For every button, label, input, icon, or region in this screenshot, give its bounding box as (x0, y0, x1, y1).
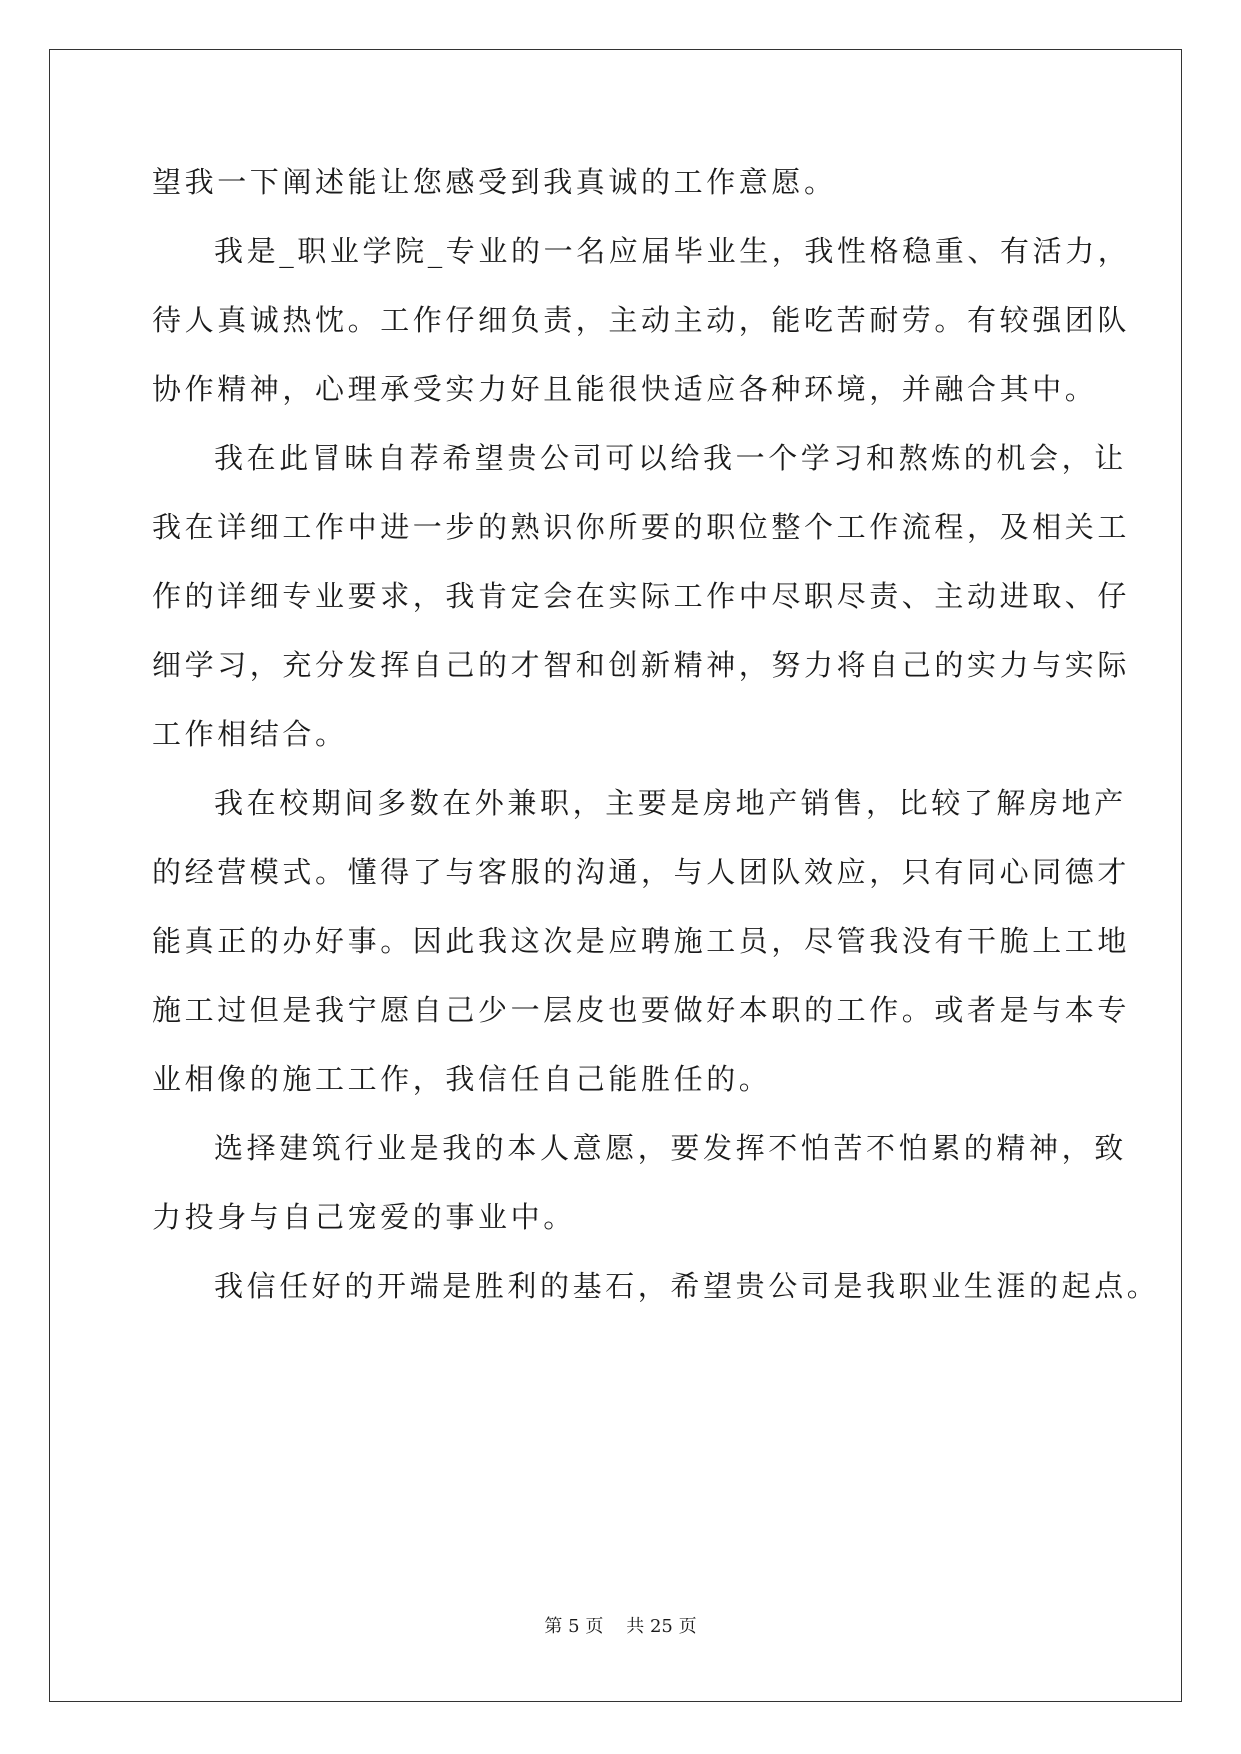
text-line: 作的详细专业要求，我肯定会在实际工作中尽职尽责、主动进取、仔 (152, 579, 1131, 613)
text-line: 细学习，充分发挥自己的才智和创新精神，努力将自己的实力与实际 (152, 648, 1131, 682)
text-line: 我在详细工作中进一步的熟识你所要的职位整个工作流程，及相关工 (152, 510, 1131, 544)
text-line: 待人真诚热忱。工作仔细负责，主动主动，能吃苦耐劳。有较强团队 (152, 303, 1131, 337)
page-footer (0, 1612, 1241, 1638)
text-line: 工作相结合。 (152, 717, 348, 751)
text-line: 力投身与自己宠爱的事业中。 (152, 1200, 576, 1234)
text-line: 我是_职业学院_专业的一名应届毕业生，我性格稳重、有活力， (214, 234, 1131, 268)
page-total: 共 25 页 (626, 1616, 697, 1637)
text-line: 我在校期间多数在外兼职，主要是房地产销售，比较了解房地产 (214, 786, 1127, 820)
text-line: 的经营模式。懂得了与客服的沟通，与人团队效应，只有同心同德才 (152, 855, 1131, 889)
text-line: 施工过但是我宁愿自己少一层皮也要做好本职的工作。或者是与本专 (152, 993, 1131, 1027)
text-line: 协作精神，心理承受实力好且能很快适应各种环境，并融合其中。 (152, 372, 1098, 406)
text-line: 能真正的办好事。因此我这次是应聘施工员，尽管我没有干脆上工地 (152, 924, 1131, 958)
page-number: 第 5 页 (544, 1616, 604, 1637)
text-line: 业相像的施工工作，我信任自己能胜任的。 (152, 1062, 772, 1096)
text-line: 望我一下阐述能让您感受到我真诚的工作意愿。 (152, 165, 837, 199)
text-line: 我信任好的开端是胜利的基石，希望贵公司是我职业生涯的起点。 (214, 1269, 1160, 1303)
text-line: 选择建筑行业是我的本人意愿，要发挥不怕苦不怕累的精神，致 (214, 1131, 1127, 1165)
text-line: 我在此冒昧自荐希望贵公司可以给我一个学习和熬炼的机会，让 (214, 441, 1127, 475)
